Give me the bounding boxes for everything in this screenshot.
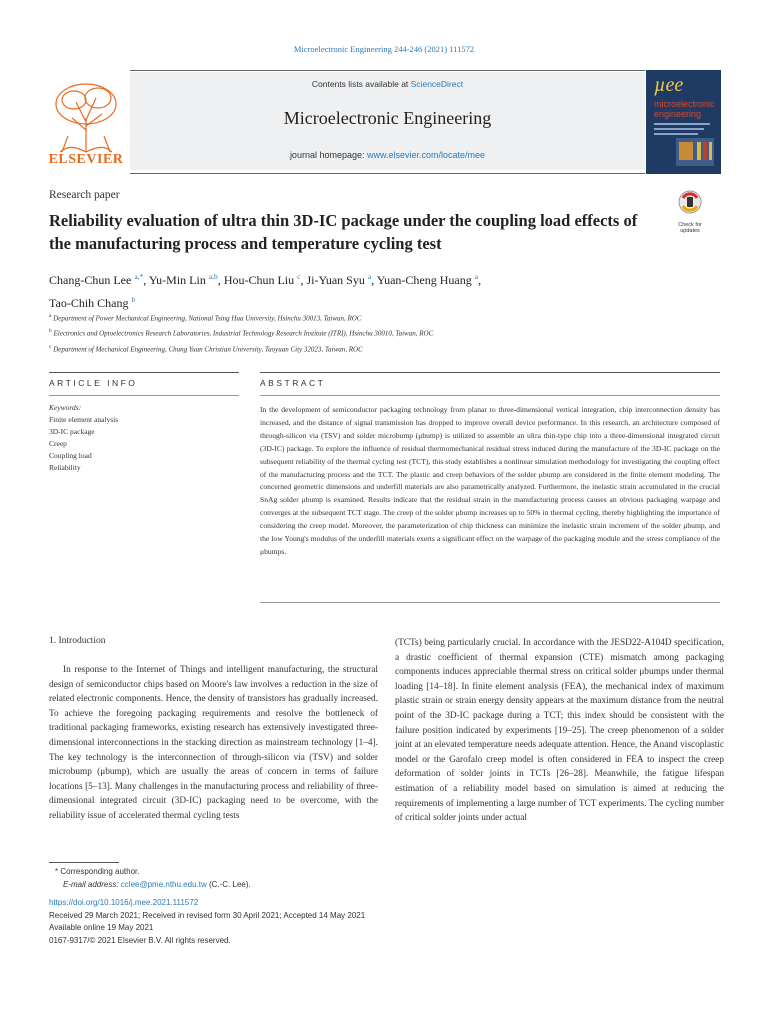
author[interactable]: Ji-Yuan Syu $^a$ [306,272,372,287]
footnotes [49,866,365,947]
journal-cover-image[interactable] [646,70,721,174]
footnote-rule [49,862,119,863]
author[interactable]: Hou-Chun Liu $^c$ [223,272,301,287]
cover-title-line-1: microelectronic [654,99,715,109]
keyword: Finite element analysis [49,415,119,424]
affiliations [49,310,709,356]
abstract-top-rule [260,372,720,373]
article-info-heading: ARTICLE INFO [49,378,138,388]
cover-figure [676,138,714,166]
doi-link[interactable]: https://doi.org/10.1016/j.mee.2021.111572 [49,898,199,907]
article-type: Research paper [49,189,120,201]
affiliation: $^a$ Department of Power Mechanical Engineering, National Tsing Hua University, Hsinchu 30013, Taiwan, ROC [49,313,362,323]
header-top-rule [130,70,645,71]
keywords-label: Keywords: [49,403,82,412]
abstract-text: In the development of semiconductor packaging technology from planar to three-dimensional vertical integration, chip interconnection density has increased, and the distance of signal transmission has dropped to improve overall device performance. In this research, an architecture composed of through-silicon via (TSV) and solder microbump (μbump) is utilized to assemble an ultra thin-type chip into a three-dimensional integrated circuit (3D-IC) package. To explore the influence of residual thermomechanical residual stress induced during the manufacture of the 3D-IC package on the subsequent reliability of the thermal cycling test (TCT), this study establishes a nonlinear simulation methodology for investigating the coupling effect of the manufacturing process and the TCT. The plastic and creep behaviors of the solder μbump are considered in the finite element modeling. The concerned geometric dimensions and underfill materials are also parametrically analyzed. Furthermore, the inelastic strain accumulated in the crucial SnAg solder μbump is examined. Results indicate that the residual strain in the manufacturing process causes an obvious packaging warpage and converges at the subsequent TCT stage. The creep of the solder μbump increases up to 50% in thermal cycling, thereby highlighting the importance of considering the creep model. Moreover, the parameterization of chip thickness can minimize the inelastic strain increment of the solder μbump, and the low Young's modulus of the underfill materials exerts a significant effect on the warpage of the packaging module and the stress compliance of the μbumps. [260,405,720,556]
sciencedirect-link[interactable]: ScienceDirect [410,79,464,89]
author[interactable]: Yu-Min Lin $^{a,b}$ [148,272,218,287]
keyword: 3D-IC package [49,427,95,436]
email-link[interactable]: cclee@pme.nthu.edu.tw [120,879,207,889]
affiliation: $^b$ Electronics and Optoelectronics Research Laboratories, Industrial Technology Research Institute (ITRI), Hsinchu 30010, Taiwan, ROC [49,328,434,338]
journal-title: Microelectronic Engineering [283,108,492,128]
affiliation: $^c$ Department of Mechanical Engineering, Chung Yuan Christian University, Taoyuan City 32023, Taiwan, ROC [49,343,363,353]
journal-citation[interactable]: Microelectronic Engineering 244-246 (2021) 111572 [293,44,475,54]
abstract-heading: ABSTRACT [260,378,326,388]
abstract-bottom-rule [260,602,720,603]
author-list: Chang-Chun Lee $^{a,*}$, Yu-Min Lin $^{a,b}$, Hou-Chun Liu $^c$, Ji-Yuan Syu $^a$, Yuan-Cheng Huang $^a$, Tao-Chih Chang $^b$ [49,272,482,310]
header-bottom-rule [130,173,645,174]
check-for-updates-badge[interactable] [670,189,710,233]
body-column-right [395,636,724,826]
body-paragraph: (TCTs) being particularly crucial. In accordance with the JESD22-A104D specification, a drastic coefficient of thermal expansion (CTE) mismatch among packaging components induces appreciable thermal stress on critical solder μbumps under thermal loading [14–18]. In finite element analysis (FEA), the mechanical index of maximum plastic strain or strain energy density appears at the maximum distance from the neutral point of the 3D-IC package during a TCT; this index should be consistent with the failure position indicated by experiments [19–25]. The creep phenomenon of a solder joint at an elevated temperature needs adequate attention. Hence, the Anand viscoplastic model or the Garofalo creep model is often considered in FEA to inspect the creep deformation of solder joints in TCTs [26–28]. Meanwhile, the fatigue lifespan estimation of a reliability model based on simulation is aimed at reducing the requirements of implementing a large number of TCT experiments. The cycling number of critical solder joints under actual [395,638,724,824]
email-line [49,879,365,892]
keyword: Coupling load [49,451,92,460]
check-updates-icon [670,189,710,217]
contents-line [130,79,645,89]
keyword: Creep [49,439,67,448]
corresponding-author-note: * Corresponding author. [55,867,140,876]
received-dates: Received 29 March 2021; Received in revised form 30 April 2021; Accepted 14 May 2021 [49,910,366,920]
body-paragraph: In response to the Internet of Things and intelligent manufacturing, the structural design of semiconductor chips based on Moore's law involves a reduction in the size of related electronic components. Hence, the density of transistors has gradually increased. To achieve the foregoing packaging requirements and resolve the bottleneck of traditional packaging frameworks, existing research has extensively investigated three-dimensional interconnections in the stacking direction as mainstream technology [1–4]. The key technology is the interconnection of through-silicon via (TSV) and solder microbump (μbump), which are usually the areas of concern in terms of failure locations [5–13]. Many challenges in the manufacturing process and reliability of three-dimensional integrated circuit (3D-IC) packaging need to be overcome, with the reliability issue of accelerated thermal cycling tests [49,665,378,821]
journal-header [46,70,722,174]
cover-logo: µee [654,74,684,96]
article-info-mid-rule [49,395,239,396]
abstract-mid-rule [260,395,720,396]
introduction-heading: 1. Introduction [49,636,106,646]
cover-title-line-2: engineering [654,109,702,119]
homepage-line [130,150,645,160]
cover-title [654,99,715,119]
copyright-line: 0167-9317/© 2021 Elsevier B.V. All rights reserved. [49,935,231,945]
article-title: Reliability evaluation of ultra thin 3D-IC package under the coupling load effects of the manufacturing process and temperature cycling test [49,211,638,253]
check-updates-line-2: updates [680,228,700,234]
email-suffix: (C.-C. Lee). [206,879,251,889]
elsevier-wordmark: ELSEVIER [48,152,124,167]
article-info-top-rule [49,372,239,373]
check-updates-label [670,222,710,234]
keyword-list [49,414,118,474]
author[interactable]: Tao-Chih Chang $^b$ [49,295,136,310]
body-column-left [49,663,378,824]
check-updates-line-1: Check for [678,222,702,228]
homepage-link[interactable]: www.elsevier.com/locate/mee [367,150,486,160]
author[interactable]: Chang-Chun Lee $^{a,*}$ [49,272,144,287]
email-label: E-mail address: [63,879,121,889]
contents-prefix: Contents lists available at [311,79,411,89]
homepage-prefix: journal homepage: [289,150,367,160]
cover-text-lines [654,122,712,136]
keyword: Reliability [49,463,81,472]
available-online: Available online 19 May 2021 [49,923,154,932]
author[interactable]: Yuan-Cheng Huang $^a$ [376,272,479,287]
